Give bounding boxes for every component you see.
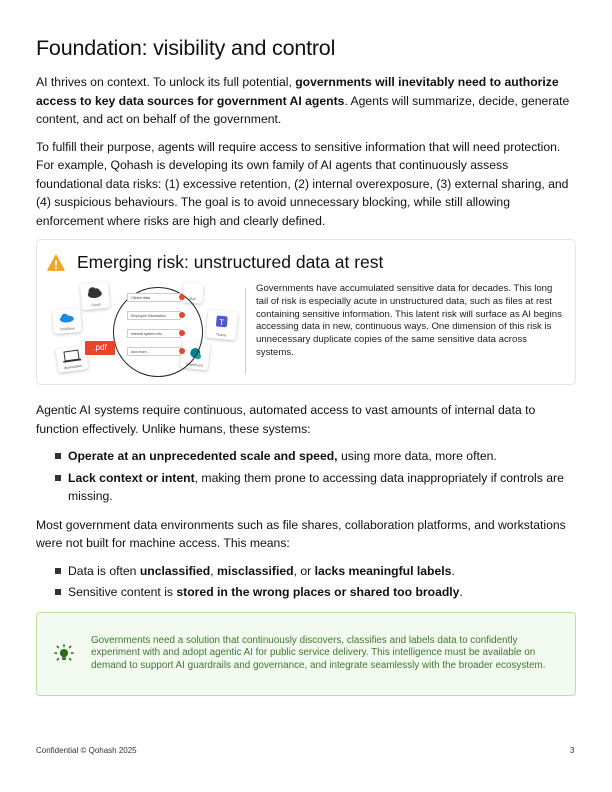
workstation-tile bbox=[55, 345, 88, 373]
onedrive-icon bbox=[52, 308, 81, 328]
bullet-bold-text: misclassified bbox=[217, 563, 294, 578]
bullet-bold-text: stored in the wrong places or shared too broadly bbox=[176, 585, 460, 599]
bullet-bold-text: Operate at an unprecedented scale and speed, bbox=[68, 449, 338, 463]
risk-card-header bbox=[47, 252, 565, 273]
bullet-text: Data is often bbox=[68, 563, 140, 578]
bullet-text: using more data, more often. bbox=[337, 449, 497, 463]
footer-confidential: Confidential © Qohash 2025 bbox=[36, 746, 137, 755]
onedrive-tile-label: OneDrive bbox=[60, 326, 76, 332]
teams-tile bbox=[206, 310, 238, 341]
bullet-text: , bbox=[210, 563, 218, 578]
cloud-tile bbox=[80, 282, 111, 311]
alert-dot bbox=[179, 294, 185, 300]
bullet-text: . bbox=[459, 585, 463, 599]
mail-tile-label: Mail bbox=[189, 296, 196, 302]
bullet-text: , making them prone to accessing data inappropriately if controls are missing. bbox=[68, 470, 564, 503]
data-sources-illustration bbox=[47, 281, 243, 381]
bullet-square-icon bbox=[55, 568, 61, 574]
data-row: Citizen data bbox=[127, 293, 181, 302]
alert-dot bbox=[179, 330, 185, 336]
agentic-bullet-list bbox=[36, 447, 576, 506]
intro-paragraph bbox=[36, 73, 576, 129]
environments-bullet-list bbox=[36, 562, 576, 602]
agentic-paragraph: Agentic AI systems require continuous, automated access to vast amounts of internal data to function effectively. Unlike humans, these systems: bbox=[36, 403, 536, 436]
data-row: Employee information bbox=[127, 311, 181, 320]
bullet-bold-text: Lack context or intent bbox=[68, 470, 195, 485]
intro-text-bold: governments will inevitably need to authorize access to key data sources for government AI agents bbox=[36, 75, 559, 108]
onedrive-tile bbox=[52, 308, 82, 334]
page-number: 3 bbox=[570, 746, 575, 755]
list-item bbox=[36, 562, 576, 581]
bullet-square-icon bbox=[55, 453, 61, 459]
callout-box bbox=[36, 612, 576, 696]
data-row: And more... bbox=[127, 347, 181, 356]
bullet-text: , or bbox=[293, 563, 315, 578]
risk-card-text: Governments have accumulated sensitive data for decades. This long tail of risk is especially acute in unstructured data, such as files at rest containing sensitive information. This latent risk will surface as AI begins accessing data in new, continuous ways. One dimension of this risk is unnecessary duplicate copies of the same sensitive data across systems. bbox=[256, 283, 562, 358]
alert-dot bbox=[179, 348, 185, 354]
intro-text-start: AI thrives on context. To unlock its full potential, bbox=[36, 75, 296, 89]
page-content bbox=[36, 36, 576, 696]
risk-card-title: Emerging risk: unstructured data at rest bbox=[77, 252, 384, 272]
environments-paragraph: Most government data environments such as file shares, collaboration platforms, and workstations were not built for machine access. This means: bbox=[36, 517, 566, 550]
sharepoint-tile-label: SharePoint bbox=[185, 362, 203, 368]
risk-card-body bbox=[47, 281, 565, 381]
bullet-bold-text: unclassified bbox=[139, 563, 211, 578]
teams-icon bbox=[206, 310, 238, 335]
bullet-bold-text: lacks meaningful labels bbox=[314, 563, 452, 578]
intro-text-end: . Agents will summarize, decide, generate content, and act on behalf of the government. bbox=[36, 93, 570, 126]
lightbulb-icon bbox=[53, 643, 75, 665]
data-row: Internal system info bbox=[127, 329, 181, 338]
warning-icon bbox=[47, 254, 65, 272]
divider bbox=[245, 288, 246, 374]
list-item bbox=[36, 583, 576, 602]
bullet-square-icon bbox=[55, 589, 61, 595]
teams-tile-label: Teams bbox=[215, 332, 227, 338]
page-title: Foundation: visibility and control bbox=[36, 36, 336, 60]
bullet-text: Sensitive content is bbox=[68, 585, 177, 599]
alert-dot bbox=[179, 312, 185, 318]
workstation-tile-label: Workstation bbox=[63, 363, 83, 371]
pdf-file-badge: .pdf bbox=[85, 341, 115, 355]
svg-text:T: T bbox=[218, 317, 225, 328]
bullet-text: . bbox=[451, 563, 455, 578]
list-item bbox=[36, 469, 576, 506]
callout-text: Governments need a solution that continuously discovers, classifies and labels data to confidently experiment with and adopt agentic AI for public service delivery. This intelligence must be available on demand to support AI guardrails and governance, and integrate seamlessly with the broader ecosystem. bbox=[91, 634, 546, 671]
risk-card bbox=[36, 239, 576, 385]
purpose-paragraph: To fulfill their purpose, agents will require access to sensitive information that will need protection. For example, Qohash is developing its own family of AI agents that continuously assess foundational data risks: (1) excessive retention, (2) internal overexposure, (3) external sharing, and (4) suspicious behaviours. The goal is to avoid unnecessary blocking, while still allowing enforcement where risks are high and clearly defined. bbox=[36, 139, 569, 228]
cloud-tile-label: Cloud bbox=[91, 302, 101, 308]
bullet-square-icon bbox=[55, 475, 61, 481]
list-item bbox=[36, 447, 576, 466]
